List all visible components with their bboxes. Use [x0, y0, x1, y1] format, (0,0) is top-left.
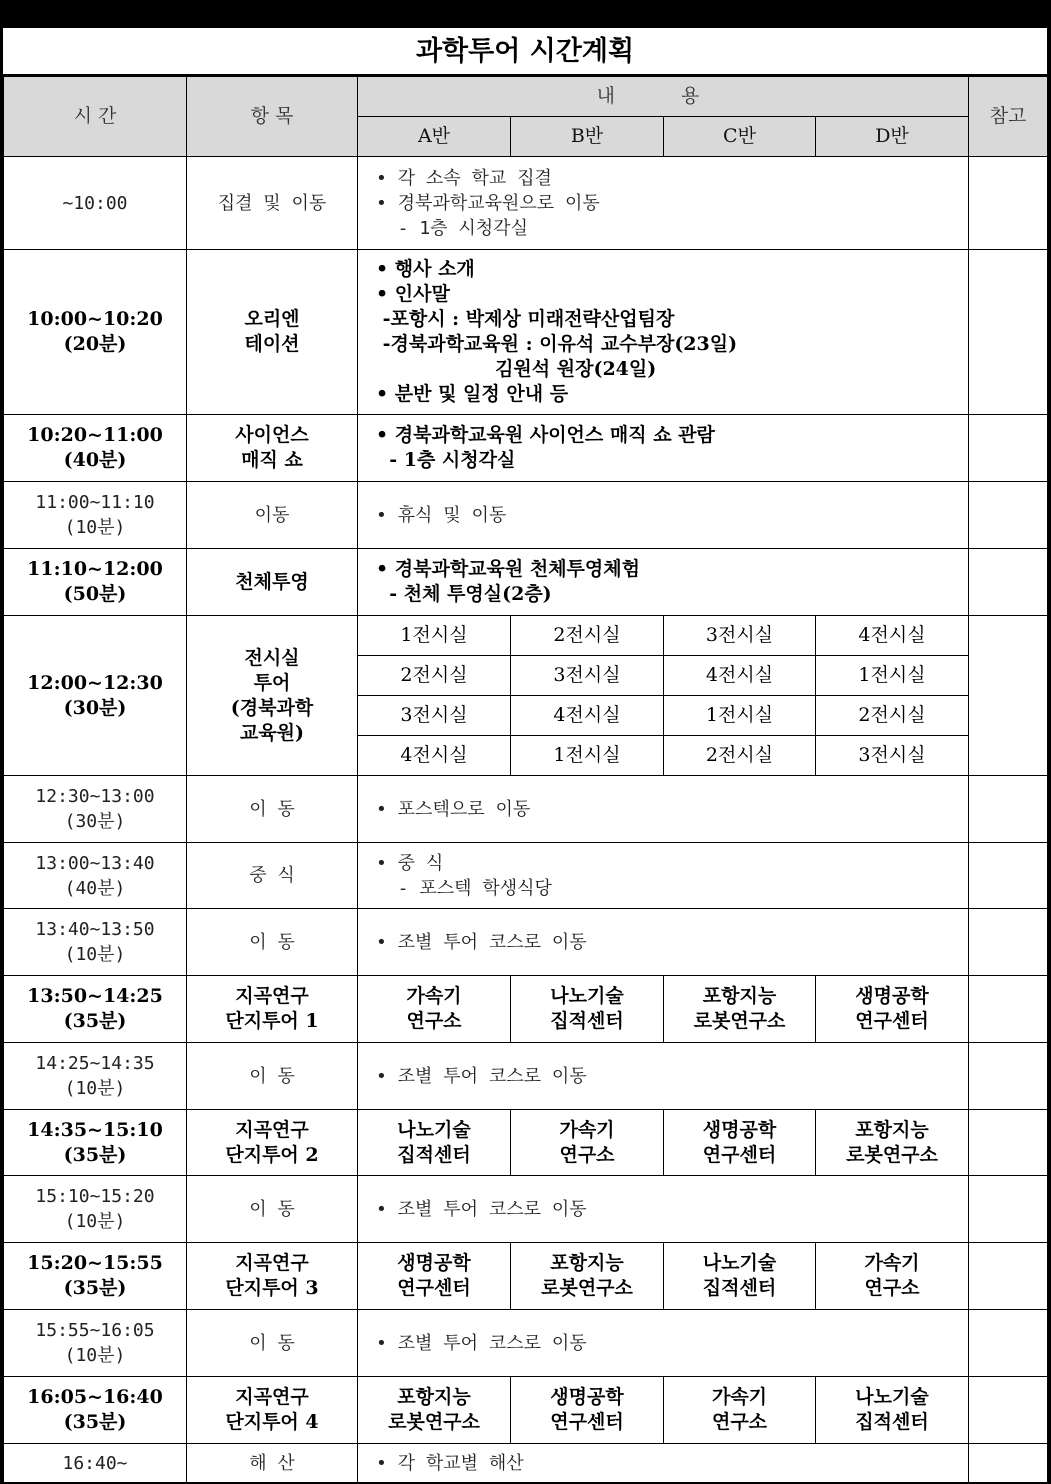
content-cell-line: • 조별 투어 코스로 이동	[376, 1198, 587, 1220]
content-cell-line: - 천체 투영실(2층)	[376, 583, 552, 605]
content-cell	[358, 1176, 969, 1243]
item-cell-line: 지곡연구	[235, 1252, 309, 1274]
content-cell	[358, 1444, 969, 1483]
group-course-cell-line: 연구소	[711, 1411, 768, 1433]
time-cell	[4, 909, 187, 976]
schedule-row	[4, 482, 1048, 549]
content-cell-line: -포항시 : 박제상 미래전략산업팀장	[376, 308, 675, 330]
exhibit-room-cell: 4전시실	[511, 696, 664, 736]
schedule-page	[3, 28, 1047, 1482]
note-cell	[969, 1444, 1048, 1483]
item-cell	[187, 843, 358, 909]
item-cell-line: 투어	[253, 671, 291, 694]
item-cell	[187, 1310, 358, 1377]
item-cell	[187, 1043, 358, 1110]
time-cell-line: 15:55~16:05	[35, 1320, 155, 1341]
header-item: 항 목	[187, 77, 358, 157]
group-course-cell-line: 나노기술	[397, 1118, 471, 1141]
item-cell	[187, 1444, 358, 1483]
group-course-cell-line: 나노기술	[855, 1386, 929, 1408]
item-cell-line: 이 동	[249, 798, 295, 820]
time-cell	[4, 1377, 187, 1444]
item-cell-line: 이 동	[249, 931, 295, 953]
content-cell-line: • 경북과학교육원 천체투영체험	[376, 558, 640, 580]
item-cell	[187, 976, 358, 1043]
item-cell	[187, 1377, 358, 1444]
item-cell-line: 전시실	[244, 646, 300, 669]
content-cell	[358, 482, 969, 549]
group-course-cell	[358, 976, 511, 1043]
schedule-row	[4, 1043, 1048, 1110]
schedule-row	[4, 776, 1048, 843]
item-cell-line: 단지투어 3	[225, 1277, 319, 1299]
exhibit-room-cell: 1전시실	[664, 696, 816, 736]
group-course-cell-line: 생명공학	[550, 1386, 624, 1408]
item-cell	[187, 549, 358, 616]
content-cell	[358, 776, 969, 843]
time-cell	[4, 843, 187, 909]
exhibit-room-cell: 3전시실	[664, 616, 816, 656]
time-cell-line: (35분)	[63, 1143, 127, 1166]
note-cell	[969, 549, 1048, 616]
item-cell-line: 교육원)	[239, 721, 305, 744]
exhibit-room-cell: 2전시실	[664, 736, 816, 776]
content-cell-line: • 분반 및 일정 안내 등	[376, 383, 569, 405]
group-course-cell-line: 포항지능	[855, 1118, 929, 1141]
content-cell-line: • 조별 투어 코스로 이동	[376, 1332, 587, 1354]
content-cell-line: • 조별 투어 코스로 이동	[376, 1065, 587, 1087]
time-cell-line: 16:40~	[62, 1452, 128, 1474]
schedule-row-exhibit-1	[4, 616, 1048, 656]
schedule-row	[4, 1310, 1048, 1377]
time-cell	[4, 549, 187, 616]
time-cell-line: 10:20~11:00	[27, 424, 163, 446]
group-course-cell	[664, 1377, 816, 1444]
time-cell-line: 15:20~15:55	[27, 1252, 163, 1274]
content-cell	[358, 1310, 969, 1377]
time-cell-line: (50분)	[63, 583, 127, 605]
time-cell-line: 11:10~12:00	[27, 558, 163, 580]
content-cell	[358, 250, 969, 415]
group-course-cell	[664, 976, 816, 1043]
exhibit-room-cell: 4전시실	[816, 616, 969, 656]
group-course-cell-line: 연구소	[406, 1010, 462, 1032]
group-course-cell-line: 연구센터	[550, 1411, 624, 1433]
time-cell-line: (10분)	[64, 517, 126, 538]
time-cell	[4, 776, 187, 843]
group-course-cell-line: 나노기술	[702, 1252, 777, 1274]
note-cell	[969, 250, 1048, 415]
schedule-row	[4, 909, 1048, 976]
item-cell-line: 지곡연구	[235, 985, 309, 1007]
time-cell	[4, 157, 187, 250]
time-cell-line: 15:10~15:20	[35, 1186, 155, 1207]
item-cell-line: 지곡연구	[235, 1118, 309, 1141]
schedule-row	[4, 415, 1048, 482]
group-course-cell	[511, 1110, 664, 1176]
content-cell	[358, 909, 969, 976]
item-cell-line: 매직 쇼	[241, 449, 303, 471]
item-cell-line: 이 동	[249, 1065, 295, 1087]
time-cell-line: (10분)	[64, 1078, 126, 1099]
group-course-cell-line: 포항지능	[397, 1386, 471, 1408]
content-cell-line: • 각 소속 학교 집결	[376, 167, 552, 189]
time-cell	[4, 1310, 187, 1377]
time-cell	[4, 415, 187, 482]
time-cell	[4, 250, 187, 415]
group-course-cell-line: 로봇연구소	[541, 1277, 633, 1299]
group-course-cell-line: 생명공학	[702, 1118, 777, 1141]
content-cell-line: - 1층 시청각실	[376, 217, 528, 239]
time-cell-line: ~10:00	[62, 192, 128, 214]
time-cell-line: 16:05~16:40	[27, 1386, 163, 1408]
schedule-table	[3, 76, 1048, 1483]
group-course-cell	[358, 1377, 511, 1444]
content-cell	[358, 549, 969, 616]
group-course-cell	[664, 1110, 816, 1176]
note-cell	[969, 415, 1048, 482]
item-cell-line: 지곡연구	[235, 1386, 309, 1408]
time-cell-line: 14:35~15:10	[27, 1118, 163, 1141]
group-course-cell-line: 로봇연구소	[693, 1010, 786, 1032]
group-course-cell	[816, 1377, 969, 1444]
exhibit-room-cell: 3전시실	[816, 736, 969, 776]
note-cell	[969, 1377, 1048, 1444]
group-course-cell	[816, 1110, 969, 1176]
time-cell	[4, 976, 187, 1043]
group-course-cell	[816, 1243, 969, 1310]
time-cell-line: (35분)	[63, 1277, 127, 1299]
group-course-cell	[358, 1110, 511, 1176]
item-cell-line: 천체투영	[235, 570, 309, 593]
group-course-cell-line: 연구소	[864, 1277, 920, 1299]
item-cell-line: 테이션	[244, 333, 300, 355]
note-cell	[969, 976, 1048, 1043]
content-cell	[358, 415, 969, 482]
group-course-cell-line: 가속기	[864, 1252, 920, 1274]
note-cell	[969, 1310, 1048, 1377]
group-course-cell	[816, 976, 969, 1043]
content-cell-line: • 중 식	[376, 852, 444, 874]
time-cell	[4, 1243, 187, 1310]
content-cell-line: - 1층 시청각실	[376, 449, 516, 471]
exhibit-room-cell: 2전시실	[816, 696, 969, 736]
content-cell-line: • 경북과학교육원 사이언스 매직 쇼 관람	[376, 424, 715, 446]
group-course-cell-line: 연구소	[559, 1143, 615, 1166]
time-cell-line: (10분)	[64, 1211, 126, 1232]
group-course-cell-line: 집적센터	[550, 1010, 624, 1032]
item-cell	[187, 616, 358, 776]
time-cell-line: (35분)	[63, 1411, 127, 1433]
exhibit-room-cell: 3전시실	[511, 656, 664, 696]
schedule-row	[4, 250, 1048, 415]
item-cell	[187, 157, 358, 250]
header-group-c: C반	[664, 117, 816, 157]
item-cell-line: 단지투어 4	[225, 1411, 319, 1433]
schedule-row	[4, 843, 1048, 909]
content-cell-line: • 조별 투어 코스로 이동	[376, 931, 587, 953]
content-cell-line: • 행사 소개	[376, 258, 475, 280]
exhibit-room-cell: 3전시실	[358, 696, 511, 736]
time-cell-line: 14:25~14:35	[35, 1053, 155, 1074]
time-cell-line: 10:00~10:20	[27, 308, 163, 330]
schedule-row	[4, 157, 1048, 250]
time-cell-line: (40분)	[63, 449, 127, 471]
item-cell-line: 이 동	[249, 1332, 295, 1354]
group-course-cell	[511, 1243, 664, 1310]
content-cell	[358, 1043, 969, 1110]
time-cell	[4, 616, 187, 776]
schedule-row	[4, 1243, 1048, 1310]
time-cell-line: 12:30~13:00	[35, 786, 155, 807]
header-group-b: B반	[511, 117, 664, 157]
exhibit-room-cell: 2전시실	[358, 656, 511, 696]
group-course-cell-line: 가속기	[559, 1118, 615, 1141]
header-row	[4, 77, 1048, 117]
time-cell	[4, 1110, 187, 1176]
exhibit-room-cell: 1전시실	[511, 736, 664, 776]
group-course-cell-line: 생명공학	[855, 985, 929, 1007]
content-cell-line: 김원석 원장(24일)	[376, 358, 657, 380]
schedule-row	[4, 549, 1048, 616]
item-cell-line: 단지투어 1	[225, 1010, 319, 1032]
group-course-cell-line: 포항지능	[702, 985, 777, 1007]
item-cell	[187, 776, 358, 843]
note-cell	[969, 909, 1048, 976]
group-course-cell-line: 가속기	[406, 985, 462, 1007]
group-course-cell-line: 집적센터	[702, 1277, 777, 1299]
item-cell-line: 중 식	[249, 865, 295, 886]
item-cell	[187, 1110, 358, 1176]
schedule-row	[4, 976, 1048, 1043]
note-cell	[969, 616, 1048, 776]
header-time: 시 간	[4, 77, 187, 157]
time-cell-line: 13:40~13:50	[35, 919, 155, 940]
group-course-cell-line: 생명공학	[397, 1252, 471, 1274]
page-title: 과학투어 시간계획	[3, 28, 1047, 76]
note-cell	[969, 1043, 1048, 1110]
content-cell	[358, 157, 969, 250]
time-cell-line: (10분)	[64, 1345, 126, 1366]
item-cell-line: 오리엔	[244, 308, 300, 330]
schedule-row	[4, 1377, 1048, 1444]
content-cell-line: • 포스텍으로 이동	[376, 798, 531, 820]
item-cell	[187, 415, 358, 482]
item-cell-line: 이 동	[249, 1198, 295, 1220]
note-cell	[969, 843, 1048, 909]
time-cell-line: 13:00~13:40	[35, 852, 155, 874]
item-cell-line: 이동	[254, 504, 290, 526]
group-course-cell	[511, 976, 664, 1043]
note-cell	[969, 1243, 1048, 1310]
exhibit-room-cell: 4전시실	[664, 656, 816, 696]
item-cell	[187, 250, 358, 415]
schedule-row	[4, 1444, 1048, 1483]
time-cell-line: 13:50~14:25	[27, 985, 163, 1007]
note-cell	[969, 157, 1048, 250]
group-course-cell	[358, 1243, 511, 1310]
header-note: 참고	[969, 77, 1048, 157]
group-course-cell-line: 집적센터	[397, 1143, 471, 1166]
note-cell	[969, 1110, 1048, 1176]
group-course-cell-line: 연구센터	[702, 1143, 777, 1166]
note-cell	[969, 482, 1048, 549]
time-cell-line: 12:00~12:30	[27, 671, 163, 694]
time-cell-line: 11:00~11:10	[35, 492, 155, 513]
group-course-cell-line: 로봇연구소	[846, 1143, 938, 1166]
schedule-row	[4, 1176, 1048, 1243]
schedule-row	[4, 1110, 1048, 1176]
content-cell-line: • 각 학교별 해산	[376, 1452, 524, 1474]
time-cell	[4, 1176, 187, 1243]
item-cell	[187, 1243, 358, 1310]
content-cell-line: • 인사말	[376, 283, 450, 305]
item-cell-line: 사이언스	[235, 424, 309, 446]
item-cell	[187, 909, 358, 976]
group-course-cell-line: 연구센터	[397, 1277, 471, 1299]
group-course-cell-line: 포항지능	[550, 1252, 624, 1274]
exhibit-room-cell: 4전시실	[358, 736, 511, 776]
group-course-cell-line: 나노기술	[550, 985, 624, 1007]
note-cell	[969, 776, 1048, 843]
item-cell-line: 해 산	[249, 1452, 295, 1474]
group-course-cell-line: 연구센터	[855, 1010, 929, 1032]
time-cell-line: (40분)	[64, 877, 126, 899]
exhibit-room-cell: 2전시실	[511, 616, 664, 656]
group-course-cell	[511, 1377, 664, 1444]
time-cell-line: (10분)	[64, 944, 126, 965]
time-cell-line: (35분)	[63, 1010, 127, 1032]
content-cell	[358, 843, 969, 909]
item-cell-line: 집결 및 이동	[217, 192, 327, 214]
time-cell	[4, 1043, 187, 1110]
note-cell	[969, 1176, 1048, 1243]
group-course-cell-line: 가속기	[711, 1386, 768, 1408]
header-group-d: D반	[816, 117, 969, 157]
item-cell	[187, 482, 358, 549]
time-cell-line: (30분)	[63, 696, 127, 719]
content-cell-line: -경북과학교육원 : 이유석 교수부장(23일)	[376, 333, 738, 355]
content-cell-line: • 경북과학교육원으로 이동	[376, 192, 600, 214]
group-course-cell-line: 집적센터	[855, 1411, 929, 1433]
exhibit-room-cell: 1전시실	[358, 616, 511, 656]
time-cell	[4, 482, 187, 549]
content-cell-line: • 휴식 및 이동	[376, 504, 507, 526]
time-cell-line: (30분)	[64, 811, 126, 832]
group-course-cell-line: 로봇연구소	[388, 1411, 480, 1433]
item-cell-line: 단지투어 2	[225, 1143, 319, 1166]
item-cell	[187, 1176, 358, 1243]
header-content: 내 용	[358, 77, 969, 117]
exhibit-room-cell: 1전시실	[816, 656, 969, 696]
group-course-cell	[664, 1243, 816, 1310]
time-cell	[4, 1444, 187, 1483]
time-cell-line: (20분)	[63, 333, 127, 355]
item-cell-line: (경북과학	[230, 696, 314, 719]
header-group-a: A반	[358, 117, 511, 157]
content-cell-line: - 포스텍 학생식당	[376, 877, 552, 899]
